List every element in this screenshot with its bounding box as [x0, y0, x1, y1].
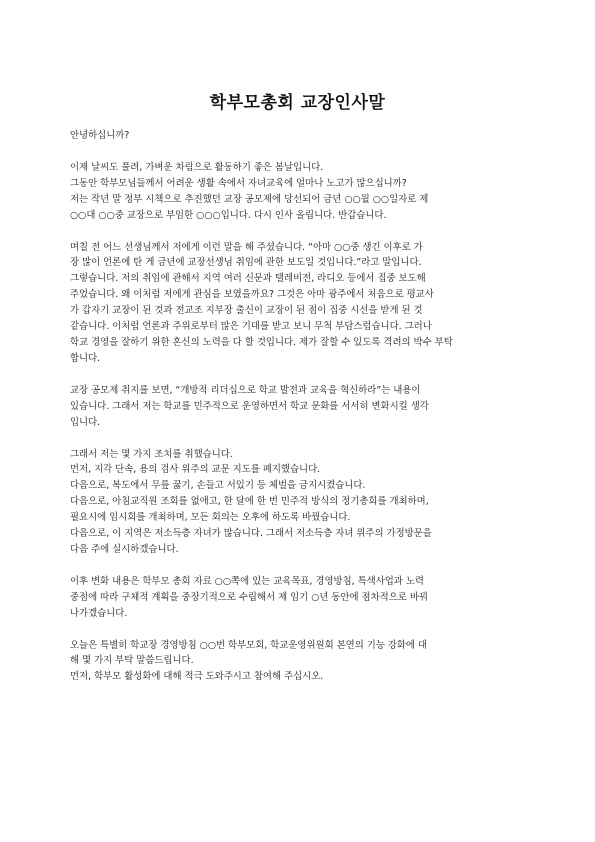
text-line: 먼저, 지각 단속, 용의 검사 위주의 교문 지도를 폐지했습니다. — [70, 464, 321, 476]
paragraph — [70, 128, 525, 144]
document-body — [70, 128, 525, 685]
paragraph — [70, 447, 525, 558]
text-line: 있습니다. 그래서 저는 학교를 민주적으로 운영하면서 학교 문화를 서서히 변화시킬 생각 — [70, 400, 429, 412]
text-line: 같습니다. 이처럼 언론과 주위로부터 많은 기대를 받고 보니 무척 부담스럽습니다. 그러나 — [70, 321, 432, 333]
text-line: 합니다. — [70, 352, 101, 364]
text-line: 다음으로, 아침교직원 조회를 없애고, 한 달에 한 번 민주적 방식의 정기총회를 개최하며, — [70, 496, 429, 508]
text-line: 이후 변화 내용은 학부모 총회 자료 ○○쪽에 있는 교육목표, 경영방침, 특색사업과 노력 — [70, 575, 424, 587]
text-line: 며칠 전 어느 선생님께서 저에게 이런 말을 해 주셨습니다. “아마 ○○중 생긴 이후로 가 — [70, 241, 423, 253]
text-line: 그래서 저는 몇 가지 조치를 취했습니다. — [70, 448, 233, 460]
text-line: 교장 공모제 취지를 보면, “개방적 리더십으로 학교 발전과 교육을 혁신하라”는 내용이 — [70, 384, 421, 396]
text-line: 중점에 따라 구체적 계획을 중장기적으로 수립해서 제 임기 ○년 동안에 점차적으로 바꿔 — [70, 591, 428, 603]
paragraph — [70, 638, 525, 686]
text-line: 장 많이 언론에 탄 게 금년에 교장선생님 취임에 관한 보도일 것입니다.”라고 말입니다. — [70, 257, 422, 269]
paragraph — [70, 240, 525, 367]
text-line: 다음 주에 실시하겠습니다. — [70, 543, 179, 555]
paragraph — [70, 383, 525, 431]
text-line: 다음으로, 이 지역은 저소득층 자녀가 많습니다. 그래서 저소득층 자녀 위주의 가정방문을 — [70, 528, 432, 540]
text-line: 해 몇 가지 부탁 말씀드립니다. — [70, 655, 194, 667]
text-line: 나가겠습니다. — [70, 607, 128, 619]
text-line: ○○대 ○○중 교장으로 부임한 ○○○입니다. 다시 인사 올립니다. 반갑습니다. — [70, 209, 387, 221]
text-line: 주었습니다. 왜 이처럼 저에게 관심을 보였을까요? 그것은 아마 광주에서 처음으로 평교사 — [70, 289, 434, 301]
text-line: 그동안 학부모님들께서 어려운 생활 속에서 자녀교육에 얼마나 노고가 많으십니까? — [70, 177, 407, 189]
text-line: 그렇습니다. 저의 취임에 관해서 지역 여러 신문과 텔레비전, 라디오 등에서 집중 보도해 — [70, 273, 426, 285]
text-line: 이제 날씨도 풀려, 가벼운 차림으로 활동하기 좋은 봄날입니다. — [70, 161, 324, 173]
text-line: 다음으로, 복도에서 무릎 꿇기, 손들고 서있기 등 체벌을 금지시켰습니다. — [70, 480, 366, 492]
text-line: 안녕하십니까? — [70, 130, 130, 141]
text-line: 입니다. — [70, 416, 101, 428]
text-line: 필요시에 임시회를 개최하며, 모든 회의는 오후에 하도록 바꿨습니다. — [70, 512, 351, 524]
paragraph — [70, 574, 525, 622]
text-line: 오늘은 특별히 학교장 경영방침 ○○번 학부모회, 학교운영위원회 본연의 기능 강화에 대 — [70, 639, 428, 651]
text-line: 가 갑자기 교장이 된 것과 전교조 지부장 출신이 교장이 된 점이 집중 시선을 받게 된 것 — [70, 305, 423, 317]
document-title: 학부모총회 교장인사말 — [209, 93, 386, 113]
text-line: 학교 경영을 잘하기 위한 혼신의 노력을 다 할 것입니다. 제가 잘할 수 있도록 격려의 박수 부탁 — [70, 336, 453, 348]
paragraph — [70, 160, 525, 224]
text-line: 저는 작년 말 정부 시책으로 추진했던 교장 공모제에 당선되어 금년 ○○월 ○○일자로 제 — [70, 193, 429, 205]
text-line: 먼저, 학부모 활성화에 대해 적극 도와주시고 참여해 주십시오. — [70, 671, 324, 683]
